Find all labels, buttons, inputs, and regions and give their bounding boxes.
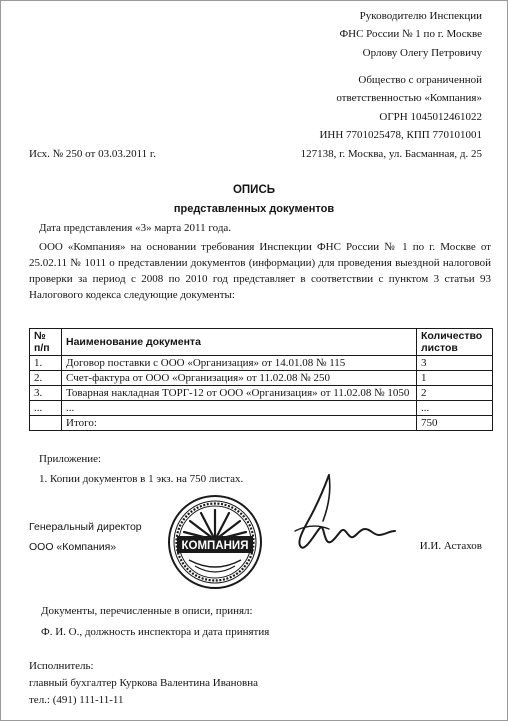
- stamp-center-text: КОМПАНИЯ: [181, 540, 249, 552]
- sender-line-4: ИНН 7701025478, КПП 770101001: [319, 129, 482, 141]
- recipient-line-3: Орлову Олегу Петровичу: [362, 47, 482, 59]
- signature-image: [289, 471, 401, 561]
- executor-phone: тел.: (491) 111-11-11: [29, 694, 124, 706]
- executor-label: Исполнитель:: [29, 660, 94, 672]
- row-sheet-count: 2: [417, 386, 493, 401]
- table-row: [30, 356, 493, 371]
- row-document-name: ...: [62, 401, 417, 416]
- signatory-company: ООО «Компания»: [29, 541, 117, 553]
- accepted-line-1: Документы, перечисленные в описи, принял:: [41, 605, 253, 617]
- row-number: 1.: [30, 356, 62, 371]
- recipient-line-2: ФНС России № 1 по г. Москве: [339, 28, 482, 40]
- attachment-item: 1. Копии документов в 1 экз. на 750 листах.: [39, 473, 244, 485]
- executor-name: главный бухгалтер Куркова Валентина Ивановна: [29, 677, 259, 689]
- total-empty-cell: [30, 416, 62, 431]
- document-title: ОПИСЬ: [232, 184, 276, 196]
- sender-line-5: 127138, г. Москва, ул. Басманная, д. 25: [300, 148, 482, 160]
- sender-line-1: Общество с ограниченной: [358, 74, 482, 86]
- header-number-label: № п/п: [34, 330, 50, 354]
- total-value: 750: [417, 416, 493, 431]
- table-header-row: [30, 329, 493, 356]
- submission-date: Дата представления «3» марта 2011 года.: [39, 222, 232, 234]
- sender-line-3: ОГРН 1045012461022: [379, 111, 482, 123]
- table-row: [30, 371, 493, 386]
- table-total-row: [30, 416, 493, 431]
- document-subtitle: представленных документов: [173, 203, 335, 215]
- row-sheet-count: ...: [417, 401, 493, 416]
- header-document-name-label: Наименование документа: [66, 336, 201, 348]
- company-stamp: [167, 494, 263, 590]
- body-paragraph-text: ООО «Компания» на основании требования Инспекции ФНС России № 1 по г. Москве от 25.02.11 № 1011 о представлении документов (информации) для проведения выездной налоговой проверки за период с 2008 по 2010 год представляет в соответствии с пунктом 3 статьи 93 Налогового кодекса следующие документы:: [29, 241, 491, 301]
- row-sheet-count: 1: [417, 371, 493, 386]
- row-document-name: Товарная накладная ТОРГ-12 от ООО «Организация» от 11.02.08 № 1050: [62, 386, 417, 401]
- row-number: 2.: [30, 371, 62, 386]
- sender-line-2: ответственностью «Компания»: [336, 92, 482, 104]
- header-document-name: [62, 329, 417, 356]
- row-number: 3.: [30, 386, 62, 401]
- outgoing-reference: Исх. № 250 от 03.03.2011 г.: [29, 148, 156, 160]
- total-label: Итого:: [62, 416, 417, 431]
- row-sheet-count: 3: [417, 356, 493, 371]
- attachment-label: Приложение:: [39, 453, 102, 465]
- row-number: ...: [30, 401, 62, 416]
- row-document-name: Договор поставки с ООО «Организация» от 14.01.08 № 115: [62, 356, 417, 371]
- documents-table: [29, 328, 493, 431]
- recipient-line-1: Руководителю Инспекции: [359, 10, 482, 22]
- header-sheet-count-label: Количество листов: [421, 330, 483, 354]
- table-row: [30, 386, 493, 401]
- header-sheet-count: [417, 329, 493, 356]
- table-row: [30, 401, 493, 416]
- accepted-line-2: Ф. И. О., должность инспектора и дата принятия: [41, 626, 270, 638]
- row-document-name: Счет-фактура от ООО «Организация» от 11.02.08 № 250: [62, 371, 417, 386]
- body-paragraph: [29, 239, 491, 303]
- signatory-position: Генеральный директор: [29, 521, 142, 533]
- signatory-name: И.И. Астахов: [419, 540, 482, 552]
- header-number: [30, 329, 62, 356]
